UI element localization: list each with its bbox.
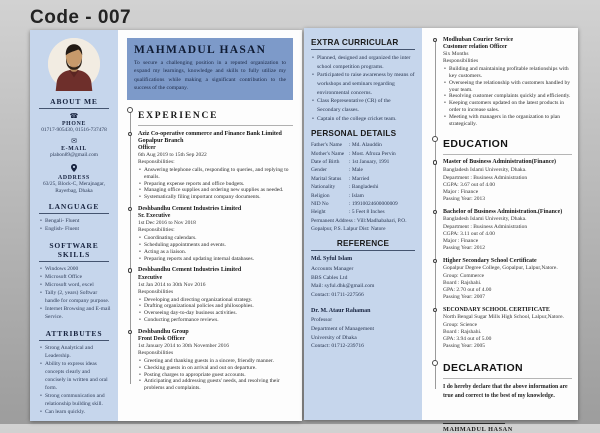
personal-detail-row (311, 183, 415, 191)
detail-value: : Md. Alauddin (349, 142, 382, 149)
degree-detail-line: CGPA: 3.11 out of 4.00 (443, 230, 495, 237)
phone-block (36, 113, 112, 134)
timeline-dot-icon (128, 330, 132, 334)
education-entry-4 (443, 307, 572, 351)
job-role: Front Desk Officer (138, 336, 185, 343)
reference-line: BBS Cables Ltd (311, 274, 348, 281)
timeline-dot-icon (433, 259, 437, 263)
degree-detail-line: Major : Finance (443, 238, 479, 245)
personal-detail-row (311, 208, 415, 216)
job-bullet: • Acting as a liaison. (138, 249, 293, 256)
degree-detail-line: Department : Business Administration (443, 223, 528, 230)
experience-entry-2 (138, 206, 293, 262)
name-header (127, 38, 293, 100)
degree-name: Master of Business Administration(Finance) (443, 159, 557, 166)
job-bullet: • Keeping customers updated on the latest products in order to increase sales. (443, 100, 572, 114)
extra-curricular-item: • Planned, designed and organized the inter school competition programs. (311, 54, 415, 71)
job-company: Deshbandhu Cement Industries Limited (138, 205, 242, 212)
address-block (36, 164, 112, 196)
job-bullet: • Coordinating calendars. (138, 235, 293, 242)
job-bullet: • Resolving customer complaints quickly and efficiently. (443, 93, 572, 100)
degree-detail-line: Department : Business Administration (443, 174, 528, 181)
degree-details (443, 167, 572, 203)
language-item: • English- Fluent (40, 226, 111, 234)
education-entry-3 (443, 258, 572, 302)
job-company: Deshbandhu Group (138, 328, 189, 335)
about-me-title: ABOUT ME (50, 97, 98, 106)
degree-name: Higher Secondary School Certificate (443, 257, 537, 264)
phone-label: PHONE (61, 121, 87, 127)
responsibilities-label: Responsibilities: (138, 159, 175, 166)
page2-left-column (304, 28, 422, 420)
degree-detail-line: Group: Science (443, 321, 478, 328)
experience-title: EXPERIENCE (138, 110, 219, 121)
signature-name: MAHMADUL HASAN (443, 425, 513, 433)
degree-detail-line: Board : Rajshahi. (443, 279, 482, 286)
detail-label: Nationality (311, 184, 336, 191)
divider (39, 108, 109, 109)
reference-line: Contact: 01711-227566 (311, 291, 364, 298)
phone-value: 01717-905430, 01516-737478 (41, 127, 107, 133)
reference-line: Accounts Manager (311, 265, 354, 272)
job-bullet: • Anticipating and addressing guests' needs, and resolving their problems and complaints. (138, 378, 293, 392)
sidebar (30, 30, 118, 421)
software-skill-item: • Tally (2, years) Softwar handle for company purpose. (40, 290, 111, 306)
job-bullet: • Overseeing the relationship with customers handled by your team. (443, 80, 572, 94)
candidate-name: MAHMADUL HASAN (134, 44, 267, 56)
extra-curricular-item: • Captain of the college cricket team. (311, 115, 415, 124)
email-label: E-MAIL (61, 146, 87, 153)
phone-icon: ☎ (69, 112, 79, 120)
language-title: LANGUAGE (48, 202, 100, 212)
job-role: Customer relation Officer (443, 44, 508, 51)
timeline-dot-icon (433, 38, 437, 42)
job-period: 1st Dec 2016 to Nov 2018 (138, 220, 196, 227)
divider (39, 340, 109, 341)
detail-label: NID No (311, 200, 329, 207)
section-circle-icon (432, 136, 438, 142)
job-bullet: • Meeting with managers in the organization to plan strategically. (443, 114, 572, 128)
education-title: EDUCATION (443, 138, 509, 151)
detail-label: Gender (311, 167, 327, 174)
education-entry-1 (443, 159, 572, 203)
personal-detail-row (311, 217, 415, 234)
job-role: Executive (138, 274, 163, 281)
reference-line: Professor (311, 317, 333, 324)
page2-right-column (422, 28, 578, 433)
detail-value: : Male (349, 167, 363, 174)
personal-details-table (311, 141, 415, 233)
responsibilities-label: Responsibilities (443, 58, 479, 65)
job-period: 1st Jan 2014 to 30th Nov 2016 (138, 281, 206, 288)
job-bullet: • Building and maintaining profitable relationships with key customers. (443, 66, 572, 80)
job-role: Officer (138, 144, 156, 151)
experience-entry-modhuban (443, 37, 572, 127)
job-bullet-list (443, 66, 572, 127)
detail-label: Father's Name (311, 142, 343, 149)
job-bullet-list (138, 358, 293, 392)
degree-detail-line: Board : Rajshahi. (443, 328, 482, 335)
location-pin-icon (36, 164, 112, 174)
language-list (36, 218, 112, 234)
detail-label: Religion (311, 192, 330, 199)
job-bullet: • Drafting organizational policies and philosophies. (138, 303, 293, 310)
software-skill-item: • Internet Browsing and E-mail Service. (40, 306, 111, 322)
profile-photo (48, 38, 100, 90)
job-bullet: • Overseeing day-to-day business activities. (138, 310, 293, 317)
experience-heading (138, 105, 293, 126)
reference-line: Department of Management (311, 325, 375, 332)
personal-detail-row (311, 192, 415, 200)
experience-entry-4 (138, 329, 293, 392)
detail-value: : Islam (349, 192, 364, 199)
page1-main-column (118, 30, 302, 421)
detail-label: Height (311, 209, 326, 216)
address-label: ADDRESS (58, 174, 90, 181)
degree-detail-line: Passing Year: 2012 (443, 245, 486, 252)
job-bullet: • Posting charges to appropriate guest accounts. (138, 372, 293, 379)
timeline-dot-icon (128, 268, 132, 272)
job-company: Aziz Co-operative commerce and Finance Bank Limited Gopalpur Branch (138, 130, 282, 144)
attribute-item: • Ability to express ideas concepts clearly and concisely in written and oral form. (40, 361, 111, 393)
reference-line: University of Dhaka (311, 334, 357, 341)
job-bullet-list (138, 167, 293, 201)
extra-curricular-list (311, 54, 415, 123)
reference-title: REFERENCE (311, 239, 415, 251)
degree-details (443, 265, 572, 301)
degree-detail-line: Passing Year: 2013 (443, 196, 486, 203)
resume-page-1 (30, 30, 302, 421)
software-skills-title: SOFTWARE SKILLS (49, 241, 99, 260)
degree-detail-line: Major : Finance (443, 189, 479, 196)
detail-value: : 19910024600000009 (349, 200, 398, 207)
job-bullet: • Checking guests in on arrival and out on departure. (138, 365, 293, 372)
section-circle-icon (127, 107, 133, 113)
job-period: 1st January 2014 to 30th November 2016 (138, 343, 230, 350)
reference-line: Mail: syful.dhk@gmail.com (311, 283, 375, 290)
signature-block (443, 423, 572, 433)
job-bullet: • Preparing expense reports and office budgets. (138, 181, 293, 188)
detail-label: Marital Status (311, 175, 342, 182)
job-role: Sr. Executive (138, 213, 171, 220)
degree-detail-line: Bangladesh Islami University, Dhaka. (443, 167, 527, 174)
job-bullet: • Preparing reports and updating internal databases. (138, 256, 293, 263)
detail-value: : Most. Afroza Pervin (349, 150, 396, 157)
reference-name: Dr. M. Ataur Rahaman (311, 307, 371, 314)
job-company: Modhuban Courier Service (443, 37, 514, 43)
job-bullet: • Conducting performance reviews. (138, 317, 293, 324)
signature-line (443, 423, 505, 424)
responsibilities-label: Responsibilities (138, 350, 174, 357)
responsibilities-label: Responsibilities: (138, 227, 175, 234)
detail-value: : Married (349, 175, 370, 182)
job-bullet: • Greeting and thanking guests in a sincere, friendly manner. (138, 358, 293, 365)
degree-details (443, 216, 572, 252)
attribute-item: • Strong Analytical and Leadership. (40, 345, 111, 361)
reference-details (311, 316, 415, 351)
reference-person-1 (311, 255, 415, 299)
degree-detail-line: Gopalpur Degree College, Gopalpur, Lalpur,Natore. (443, 265, 558, 272)
detail-value: : Vill:Madhabahari, P.O. Gopalpur, P.S. Lalpur Dist: Natore (311, 217, 407, 232)
personal-details-title: PERSONAL DETAILS (311, 129, 397, 139)
detail-value: : 1st January, 1991 (349, 159, 390, 165)
responsibilities-label: Responsibilities (138, 288, 174, 295)
reference-person-2 (311, 307, 415, 351)
detail-label: Mother's Name (311, 150, 345, 157)
timeline-dot-icon (128, 132, 132, 136)
personal-detail-row (311, 175, 415, 183)
degree-detail-line: Group: Commerce (443, 272, 485, 279)
extra-curricular-item: • Participated to raise awareness by means of workshops and seminars regarding environmental concerns. (311, 71, 415, 97)
experience-entry-1 (138, 131, 293, 201)
degree-detail-line: GPA: 3.94 out of 5.00 (443, 336, 492, 343)
job-bullet-list (138, 297, 293, 324)
software-skill-item: • Microsoft word, excel (40, 282, 111, 290)
attributes-title: ATTRIBUTES (45, 328, 103, 338)
job-bullet: • Scheduling appointments and events. (138, 242, 293, 249)
reference-name: Md. Syful Islam (311, 256, 353, 263)
detail-value: : 5 Feet 8 Inches (349, 209, 385, 216)
email-icon: ✉ (71, 137, 77, 146)
experience-section (127, 105, 293, 393)
job-period: Six Months (443, 51, 469, 58)
personal-detail-row (311, 166, 415, 174)
software-skill-item: • Windows 2000 (40, 266, 111, 274)
declaration-text: I do hereby declare that the above information are true and correct to the best of my knowledge. (443, 383, 568, 399)
degree-detail-line: Passing Year: 2005 (443, 343, 486, 350)
code-label: Code - 007 (30, 7, 132, 28)
attributes-list (36, 345, 112, 417)
job-bullet: • Answering telephone calls, responding to queries, and replying to emails. (138, 167, 293, 181)
extra-curricular-item: • Class Representative (CR) of the Secondary classes. (311, 97, 415, 114)
job-bullet: • Systematically filing important company documents. (138, 194, 293, 201)
job-bullet: • Developing and directing organizational strategy. (138, 297, 293, 304)
personal-detail-row (311, 158, 415, 166)
timeline-dot-icon (433, 308, 437, 312)
degree-detail-line: Passing Year: 2007 (443, 294, 486, 301)
personal-detail-row (311, 141, 415, 149)
objective-summary: To secure a challenging position in a reputed organization to expand my learnings, knowledge and skills to fully utilize my qualifications while making a significant contribution to the success of the company. (134, 60, 286, 92)
degree-detail-line: Bangladesh Islami University, Dhaka. (443, 216, 527, 223)
reference-line: Contact: 01712-239716 (311, 343, 364, 350)
timeline-dot-icon (433, 160, 437, 164)
degree-detail-line: North Bengal Sugar Mills High School, Lalpur,Natore. (443, 314, 564, 321)
software-skills-list (36, 266, 112, 322)
section-circle-icon (432, 360, 438, 366)
software-skill-item: • Microsoft Office (40, 274, 111, 282)
detail-label: Permanent Address (311, 217, 355, 224)
timeline-dot-icon (128, 207, 132, 211)
declaration-title: DECLARATION (443, 361, 524, 374)
job-company: Deshbandhu Cement Industries Limited (138, 267, 242, 274)
degree-name: Bachelor of Business Administration.(Finance) (443, 208, 563, 215)
right-column-timeline (432, 37, 572, 433)
detail-value: : Bangladeshi (349, 184, 379, 191)
job-bullet-list (138, 235, 293, 262)
education-heading (443, 134, 572, 155)
timeline-dot-icon (433, 210, 437, 214)
extra-curricular-title: EXTRA CURRICULAR (311, 38, 415, 50)
attribute-item: • Can learn quickly. (40, 409, 111, 417)
divider (39, 213, 109, 214)
degree-detail-line: CGPA: 3.67 out of 4.00 (443, 181, 496, 188)
language-item: • Bengali- Fluent (40, 218, 111, 226)
degree-details (443, 314, 572, 350)
address-value: 63/25, Block-C, Merajnagar, Rayerbag, Dhaka (43, 180, 105, 194)
education-entry-2 (443, 209, 572, 253)
reference-details (311, 265, 415, 300)
degree-name: SECONDARY SCHOOL CERTIFICATE (443, 306, 550, 313)
job-bullet: • Managing office supplies and ordering new supplies as needed. (138, 187, 293, 194)
personal-detail-row (311, 200, 415, 208)
attribute-item: • Strong communication and relationship building skill. (40, 393, 111, 409)
avatar-illustration (48, 38, 100, 90)
email-value: plabon89@gmail.com (50, 152, 98, 159)
degree-detail-line: GPA: 2.70 out of 4.00 (443, 287, 492, 294)
job-period: 6th Aug 2019 to 15th Sep 2022 (138, 152, 207, 159)
divider (39, 261, 109, 262)
declaration-heading (443, 358, 572, 379)
experience-entry-3 (138, 267, 293, 323)
detail-label: Date of Birth (311, 159, 340, 165)
resume-page-2 (304, 28, 578, 433)
personal-detail-row (311, 150, 415, 158)
email-block (36, 138, 112, 159)
